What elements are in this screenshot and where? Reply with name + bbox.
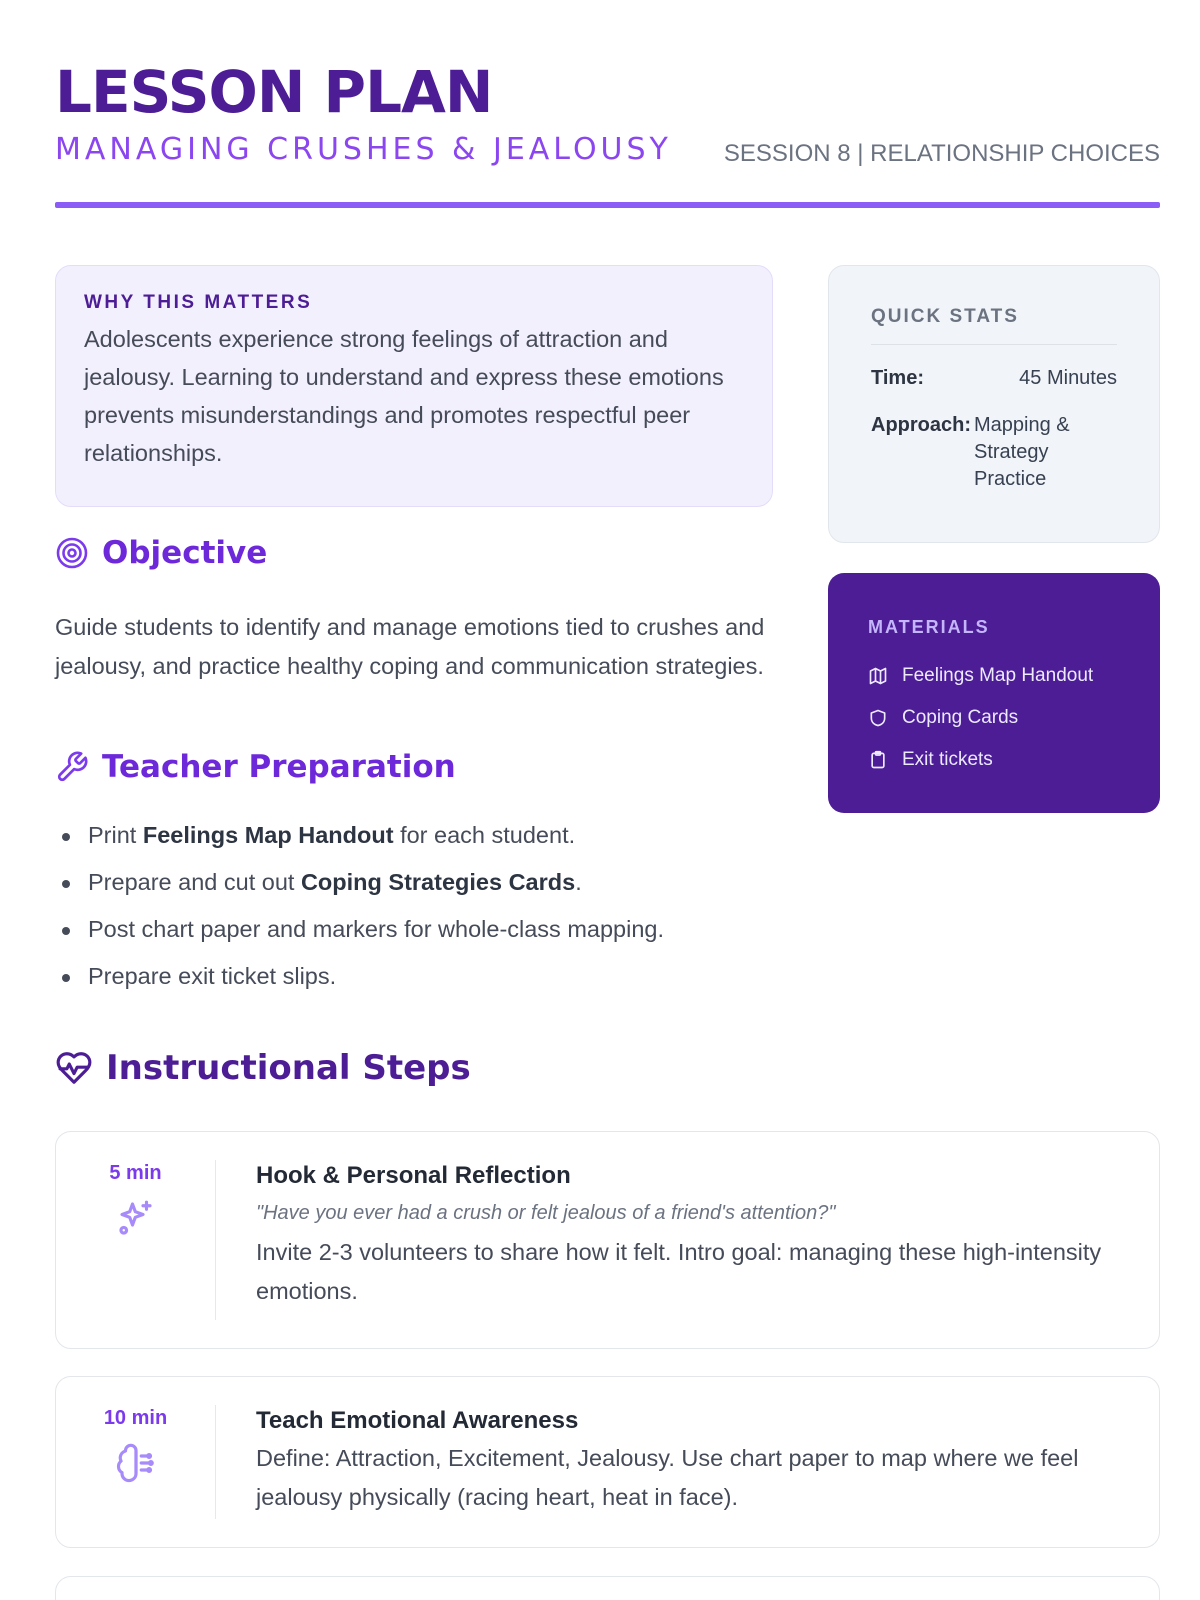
brain-icon (115, 1442, 157, 1484)
material-label: Coping Cards (902, 707, 1019, 728)
material-label: Feelings Map Handout (902, 665, 1094, 686)
stat-key: Approach: (871, 414, 971, 436)
lesson-subtitle: MANAGING CRUSHES & JEALOUSY (55, 132, 672, 167)
session-label: SESSION 8 | RELATIONSHIP CHOICES (723, 140, 1160, 167)
quick-stats-card (828, 265, 1160, 543)
step-meta (56, 1160, 216, 1320)
step-meta (56, 1405, 216, 1519)
objective-heading (55, 535, 267, 571)
materials-card (828, 573, 1160, 813)
objective-title: Objective (102, 535, 268, 571)
map-icon (868, 666, 888, 686)
step-card (55, 1376, 1160, 1548)
stat-row-time (871, 365, 1117, 392)
heart-pulse-icon (55, 1049, 93, 1087)
step-title: Teach Emotional Awareness (256, 1407, 579, 1434)
preparation-title: Teacher Preparation (102, 749, 456, 785)
steps-title: Instructional Steps (106, 1048, 471, 1088)
preparation-heading (55, 749, 456, 785)
page-title: LESSON PLAN (55, 58, 493, 126)
step-body (256, 1407, 1109, 1517)
materials-label: MATERIALS (868, 617, 990, 637)
step-time: 10 min (103, 1407, 168, 1429)
sparkles-icon (115, 1197, 157, 1239)
material-item (868, 750, 1120, 770)
material-item (868, 666, 1120, 686)
step-title: Hook & Personal Reflection (256, 1162, 571, 1189)
page-header (55, 58, 1160, 172)
step-card (55, 1131, 1160, 1349)
step-time: 5 min (109, 1162, 162, 1184)
stat-key: Time: (871, 367, 924, 389)
clipboard-icon (868, 750, 888, 770)
step-description: Invite 2-3 volunteers to share how it felt. Intro goal: managing these high-intensity emotions. (256, 1239, 1102, 1304)
why-text: Adolescents experience strong feelings of attraction and jealousy. Learning to understand and express these emotions prevents misunderstandings and promotes respectful peer relationships. (84, 326, 724, 466)
stat-value: 45 Minutes (1019, 367, 1117, 389)
why-label: WHY THIS MATTERS (84, 292, 313, 313)
material-item (868, 708, 1120, 728)
why-this-matters-card (55, 265, 773, 507)
materials-list (868, 666, 1120, 770)
material-label: Exit tickets (902, 749, 993, 770)
step-description: Define: Attraction, Excitement, Jealousy. Use chart paper to map where we feel jealousy physically (racing heart, heat in face). (256, 1445, 1079, 1510)
step-quote: "Have you ever had a crush or felt jealous of a friend's attention?" (256, 1202, 836, 1224)
list-item: Post chart paper and markers for whole-class mapping. (60, 914, 780, 944)
wrench-icon (55, 750, 89, 784)
header-divider (55, 202, 1160, 208)
subtitle-row (55, 128, 1160, 172)
preparation-list (60, 820, 780, 1008)
list-item: Prepare exit ticket slips. (60, 961, 780, 991)
steps-heading (55, 1048, 471, 1088)
target-icon (55, 536, 89, 570)
stat-row-approach (871, 412, 1117, 493)
shield-icon (868, 708, 888, 728)
step-card-partial (55, 1576, 1160, 1600)
stat-value: Mapping & Strategy Practice (974, 414, 1070, 490)
list-item: Prepare and cut out Coping Strategies Cards. (60, 867, 780, 897)
step-body (256, 1162, 1109, 1311)
list-item: Print Feelings Map Handout for each student. (60, 820, 780, 850)
objective-text: Guide students to identify and manage emotions tied to crushes and jealousy, and practice healthy coping and communication strategies. (55, 614, 765, 679)
quick-stats-label: QUICK STATS (871, 306, 1117, 345)
